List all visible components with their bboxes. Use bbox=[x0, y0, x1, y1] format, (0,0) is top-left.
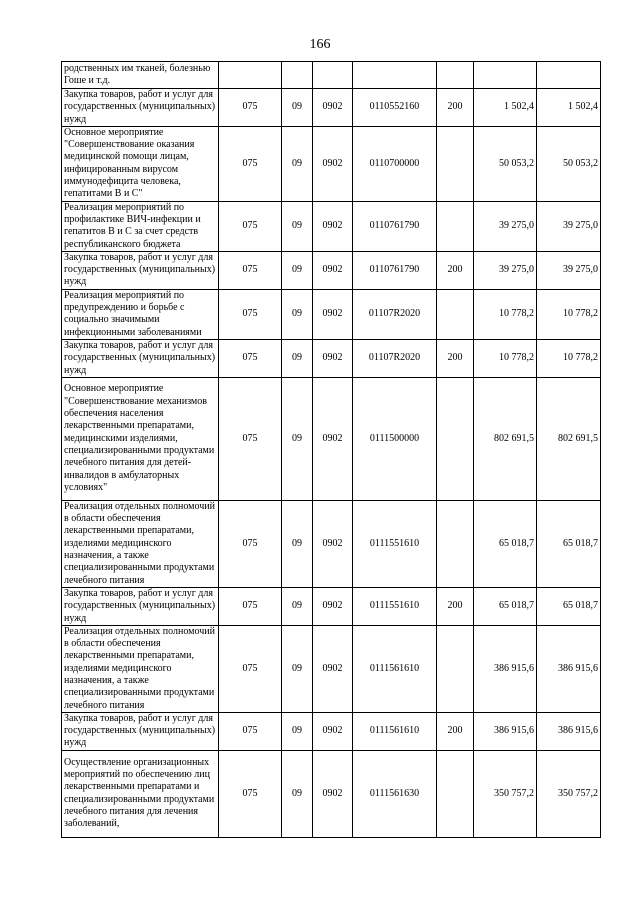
table-row bbox=[62, 625, 601, 712]
row-name: Закупка товаров, работ и услуг для государственных (муниципальных) нужд bbox=[62, 712, 219, 750]
ministry-code: 075 bbox=[219, 500, 282, 587]
row-name: Основное мероприятие "Совершенствование оказания медицинской помощи лицам, инфицированным вирусом иммунодефицита человека, гепатитами В и С" bbox=[62, 126, 219, 201]
expense-type-code bbox=[437, 500, 474, 587]
section-code: 09 bbox=[282, 377, 313, 500]
section-code: 09 bbox=[282, 587, 313, 625]
table-row bbox=[62, 500, 601, 587]
amount-1: 802 691,5 bbox=[474, 377, 537, 500]
target-code bbox=[353, 62, 437, 89]
subsection-code: 0902 bbox=[313, 289, 353, 339]
amount-1: 65 018,7 bbox=[474, 587, 537, 625]
amount-2: 65 018,7 bbox=[537, 500, 601, 587]
amount-2: 386 915,6 bbox=[537, 625, 601, 712]
table-row bbox=[62, 201, 601, 251]
table-row bbox=[62, 89, 601, 127]
section-code: 09 bbox=[282, 712, 313, 750]
row-name: Реализация отдельных полномочий в области обеспечения лекарственными препаратами, изделиями медицинского назначения, а также специализированными продуктами лечебного питания bbox=[62, 625, 219, 712]
section-code: 09 bbox=[282, 750, 313, 837]
amount-1: 386 915,6 bbox=[474, 625, 537, 712]
amount-2: 10 778,2 bbox=[537, 339, 601, 377]
section-code: 09 bbox=[282, 289, 313, 339]
target-code: 0110761790 bbox=[353, 251, 437, 289]
subsection-code: 0902 bbox=[313, 251, 353, 289]
table-row bbox=[62, 251, 601, 289]
amount-1 bbox=[474, 62, 537, 89]
row-name: Основное мероприятие "Совершенствование механизмов обеспечения населения лекарственными препаратами, медицинскими изделиями, специализированными продуктами лечебного питания для детей-инвалидов в амбулаторных условиях" bbox=[62, 377, 219, 500]
ministry-code bbox=[219, 62, 282, 89]
amount-2 bbox=[537, 62, 601, 89]
target-code: 0111561630 bbox=[353, 750, 437, 837]
target-code: 0110700000 bbox=[353, 126, 437, 201]
table-row bbox=[62, 712, 601, 750]
table-row bbox=[62, 339, 601, 377]
amount-1: 39 275,0 bbox=[474, 201, 537, 251]
target-code: 0111561610 bbox=[353, 712, 437, 750]
section-code: 09 bbox=[282, 625, 313, 712]
expense-type-code: 200 bbox=[437, 339, 474, 377]
row-name: Реализация мероприятий по профилактике ВИЧ-инфекции и гепатитов В и С за счет средств республиканского бюджета bbox=[62, 201, 219, 251]
amount-1: 10 778,2 bbox=[474, 289, 537, 339]
amount-2: 350 757,2 bbox=[537, 750, 601, 837]
row-name: Закупка товаров, работ и услуг для государственных (муниципальных) нужд bbox=[62, 251, 219, 289]
section-code: 09 bbox=[282, 251, 313, 289]
expense-type-code bbox=[437, 289, 474, 339]
table-row bbox=[62, 377, 601, 500]
row-name: Закупка товаров, работ и услуг для государственных (муниципальных) нужд bbox=[62, 339, 219, 377]
row-name: Реализация отдельных полномочий в области обеспечения лекарственными препаратами, изделиями медицинского назначения, а также специализированными продуктами лечебного питания bbox=[62, 500, 219, 587]
subsection-code: 0902 bbox=[313, 339, 353, 377]
ministry-code: 075 bbox=[219, 587, 282, 625]
ministry-code: 075 bbox=[219, 712, 282, 750]
amount-1: 10 778,2 bbox=[474, 339, 537, 377]
amount-1: 39 275,0 bbox=[474, 251, 537, 289]
subsection-code: 0902 bbox=[313, 89, 353, 127]
subsection-code: 0902 bbox=[313, 377, 353, 500]
row-name: Закупка товаров, работ и услуг для государственных (муниципальных) нужд bbox=[62, 587, 219, 625]
expense-type-code bbox=[437, 126, 474, 201]
section-code bbox=[282, 62, 313, 89]
subsection-code: 0902 bbox=[313, 126, 353, 201]
target-code: 0111500000 bbox=[353, 377, 437, 500]
section-code: 09 bbox=[282, 201, 313, 251]
subsection-code bbox=[313, 62, 353, 89]
table-row bbox=[62, 587, 601, 625]
subsection-code: 0902 bbox=[313, 201, 353, 251]
subsection-code: 0902 bbox=[313, 500, 353, 587]
table-row bbox=[62, 289, 601, 339]
ministry-code: 075 bbox=[219, 251, 282, 289]
ministry-code: 075 bbox=[219, 625, 282, 712]
ministry-code: 075 bbox=[219, 289, 282, 339]
expense-type-code: 200 bbox=[437, 89, 474, 127]
amount-2: 50 053,2 bbox=[537, 126, 601, 201]
amount-2: 39 275,0 bbox=[537, 201, 601, 251]
section-code: 09 bbox=[282, 89, 313, 127]
amount-2: 65 018,7 bbox=[537, 587, 601, 625]
subsection-code: 0902 bbox=[313, 750, 353, 837]
table-row bbox=[62, 750, 601, 837]
section-code: 09 bbox=[282, 500, 313, 587]
section-code: 09 bbox=[282, 339, 313, 377]
target-code: 0110552160 bbox=[353, 89, 437, 127]
expense-type-code: 200 bbox=[437, 251, 474, 289]
expense-type-code bbox=[437, 62, 474, 89]
section-code: 09 bbox=[282, 126, 313, 201]
target-code: 01107R2020 bbox=[353, 339, 437, 377]
row-name: Закупка товаров, работ и услуг для государственных (муниципальных) нужд bbox=[62, 89, 219, 127]
expense-type-code bbox=[437, 750, 474, 837]
row-name: Реализация мероприятий по предупреждению и борьбе с социально значимыми инфекционными заболеваниями bbox=[62, 289, 219, 339]
ministry-code: 075 bbox=[219, 126, 282, 201]
expense-type-code bbox=[437, 201, 474, 251]
amount-2: 802 691,5 bbox=[537, 377, 601, 500]
expense-type-code: 200 bbox=[437, 587, 474, 625]
target-code: 01107R2020 bbox=[353, 289, 437, 339]
target-code: 0111551610 bbox=[353, 587, 437, 625]
target-code: 0110761790 bbox=[353, 201, 437, 251]
expense-type-code bbox=[437, 625, 474, 712]
ministry-code: 075 bbox=[219, 339, 282, 377]
table-body bbox=[62, 62, 601, 838]
target-code: 0111551610 bbox=[353, 500, 437, 587]
ministry-code: 075 bbox=[219, 201, 282, 251]
amount-1: 386 915,6 bbox=[474, 712, 537, 750]
ministry-code: 075 bbox=[219, 377, 282, 500]
row-name: Осуществление организационных мероприятий по обеспечению лиц лекарственными препаратами и специализированными продуктами лечебного питания для лечения заболеваний, bbox=[62, 750, 219, 837]
amount-1: 1 502,4 bbox=[474, 89, 537, 127]
amount-1: 65 018,7 bbox=[474, 500, 537, 587]
row-name: родственных им тканей, болезнью Гоше и т.д. bbox=[62, 62, 219, 89]
amount-2: 10 778,2 bbox=[537, 289, 601, 339]
table-row bbox=[62, 126, 601, 201]
expense-type-code bbox=[437, 377, 474, 500]
subsection-code: 0902 bbox=[313, 587, 353, 625]
expense-type-code: 200 bbox=[437, 712, 474, 750]
amount-1: 50 053,2 bbox=[474, 126, 537, 201]
page-number: 166 bbox=[309, 37, 331, 52]
ministry-code: 075 bbox=[219, 89, 282, 127]
table-row bbox=[62, 62, 601, 89]
budget-table bbox=[61, 61, 601, 838]
ministry-code: 075 bbox=[219, 750, 282, 837]
amount-2: 1 502,4 bbox=[537, 89, 601, 127]
subsection-code: 0902 bbox=[313, 625, 353, 712]
amount-2: 386 915,6 bbox=[537, 712, 601, 750]
subsection-code: 0902 bbox=[313, 712, 353, 750]
amount-1: 350 757,2 bbox=[474, 750, 537, 837]
amount-2: 39 275,0 bbox=[537, 251, 601, 289]
target-code: 0111561610 bbox=[353, 625, 437, 712]
